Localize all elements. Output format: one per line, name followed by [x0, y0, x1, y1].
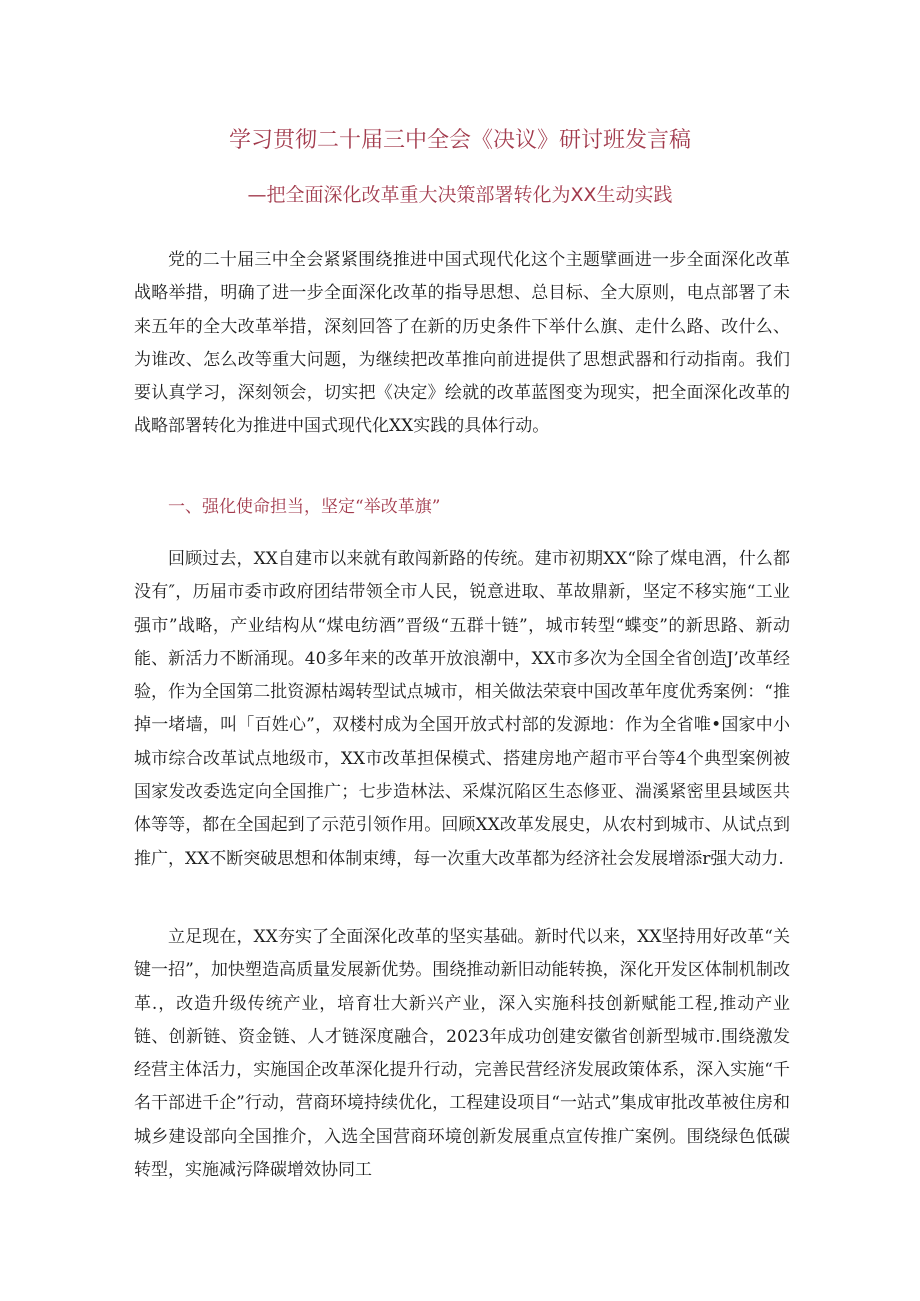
section-heading: 一、强化使命担当，坚定“举改革旗”	[168, 497, 441, 517]
document-subtitle: —把全面深化改革重大决策部署转化为XX生动实践	[247, 184, 673, 206]
review-paragraph: 回顾过去，XX自建市以来就有敢闯新路的传统。建市初期XX“除了煤电酒，什么都没有″，历届市委市政府团结带领全市人民，锐意进取、革故鼎新，坚定不移实施“工业强市”战略，产业结构从“煤电纺酒”晋级“五群十链”，城市转型“蝶变”的新思路、新动能、新活力不断涌现。40多年来的改革开放浪潮中，XX市多次为全国全省创造J’改革经验，作为全国第二批资源枯竭转型试点城市，相关做法荣衰中国改革年度优秀案例：“推掉一堵墙，叫「百姓心”，双楼村成为全国开放式村部的发源地：作为全省唯•国家中小城市综合改革试点地级市，XX市改革担保模式、搭建房地产超市平台等4个典型案例被国家发改委选定向全国推广；七步造林法、采煤沉陷区生态修亚、湍溪紧密里县域医共体等等，都在全国起到了示范引领作用。回顾XX改革发展史，从农村到城市、从试点到推广，XX不断突破思想和体制束缚，每一次重大改革都为经济社会发展增添r强大动力.	[134, 549, 790, 869]
present-paragraph: 立足现在，XX夯实了全面深化改革的坚实基础。新时代以来，XX坚持用好改革“关键一招”，加快塑造高质量发展新优势。围绕推动新旧动能转换，深化开发区体制机制改革.，改造升级传统产业，培育壮大新兴产业，深入实施科技创新赋能工程,推动产业链、创新链、资金链、人才链深度融合，2023年成功创建安徽省创新型城市.围绕激发经营主体活力，实施国企改革深化提升行动，完善民营经济发展政策体系，深入实施“千名干部进千企”行动，营商环境持续优化，工程建设项目“一站式”集成审批改革被住房和城乡建设部向全国推介，入选全国营商环境创新发展重点宣传推广案例。围绕绿色低碳转型，实施减污降碳增效协同工	[134, 927, 790, 1181]
intro-paragraph: 党的二十届三中全会紧紧围绕推进中国式现代化这个主题擘画进一步全面深化改革战略举措，明确了进一步全面深化改革的指导思想、总目标、全大原则，电点部署了未来五年的全大改革举措，深刻回答了在新的历史条件下举什么旗、走什么路、改什么、为谁改、怎么改等重大问题，为继续把改革推向前进提供了思想武器和行动指南。我们要认真学习，深刻领会，切实把《决定》绘就的改革蓝图变为现实，把全面深化改革的战略部署转化为推进中国式现代化XX实践的具体行动。	[134, 250, 790, 437]
document-title: 学习贯彻二十届三中全会《决议》研讨班发言稿	[228, 128, 691, 153]
